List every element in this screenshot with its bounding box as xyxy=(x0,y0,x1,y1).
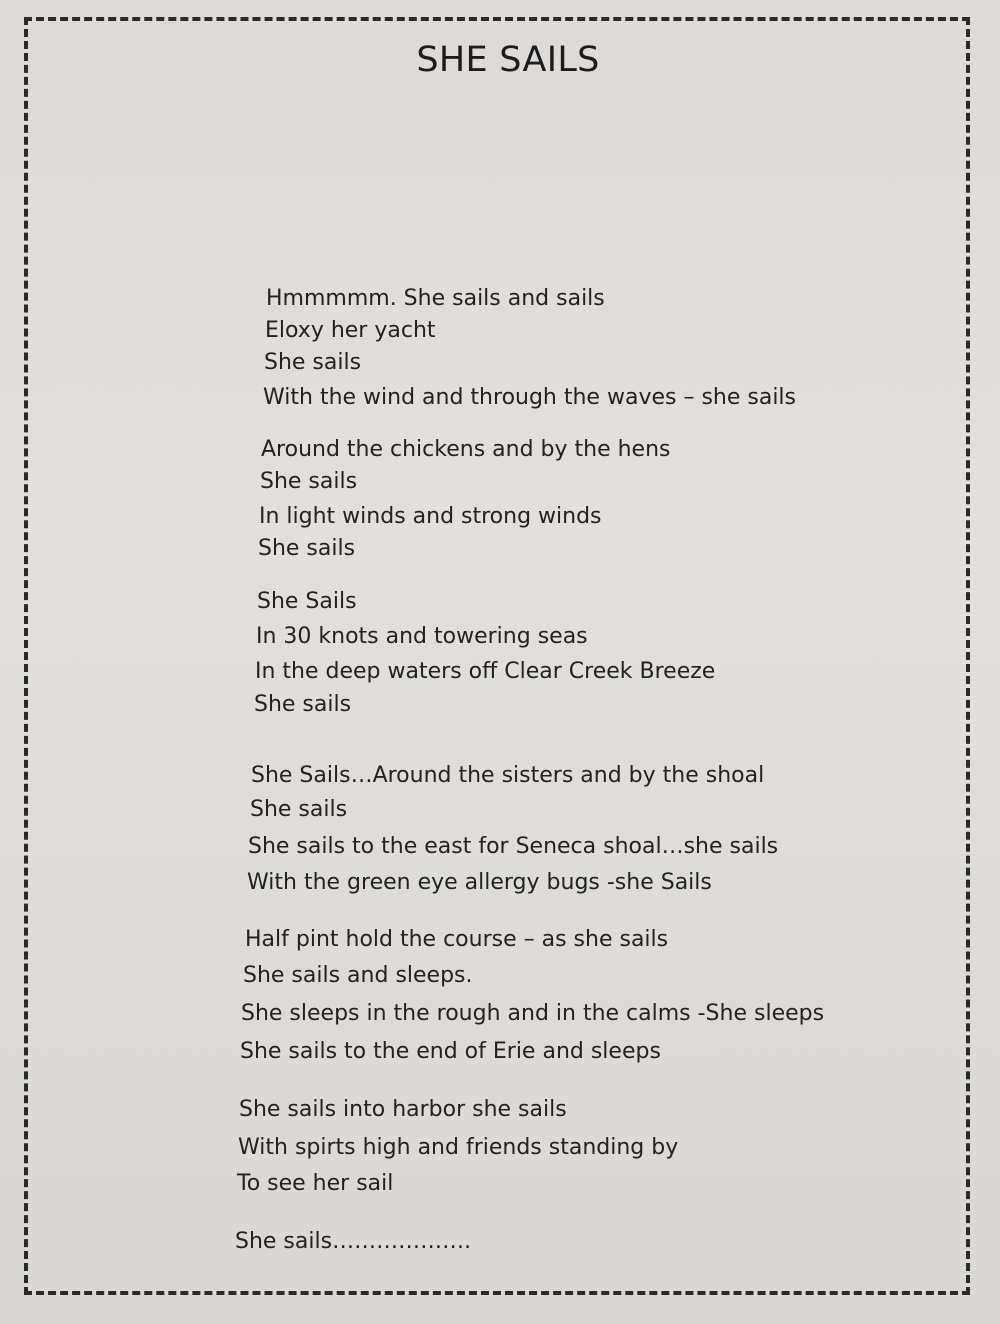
poem-line: In 30 knots and towering seas xyxy=(256,624,588,649)
poem-line: She sleeps in the rough and in the calms -She sleeps xyxy=(241,1001,825,1026)
poem-line: In light winds and strong winds xyxy=(259,504,602,529)
poem-line: With the wind and through the waves – she sails xyxy=(263,385,797,410)
poem-line: In the deep waters off Clear Creek Breeze xyxy=(255,659,716,684)
poem-line: Around the chickens and by the hens xyxy=(261,437,671,462)
poem-line: She sails and sleeps. xyxy=(243,963,473,988)
poem-line: She sails into harbor she sails xyxy=(239,1097,567,1122)
poem-line: She Sails…Around the sisters and by the shoal xyxy=(251,763,765,788)
poem-line: She sails to the east for Seneca shoal…she sails xyxy=(248,834,779,859)
poem-line: With the green eye allergy bugs -she Sails xyxy=(247,870,712,895)
poem-line: With spirts high and friends standing by xyxy=(238,1135,679,1160)
poem-line: She sails xyxy=(260,469,358,494)
poem-line: She sails………………. xyxy=(235,1229,472,1254)
poem-line: She sails xyxy=(250,797,348,822)
poem-line: She Sails xyxy=(257,589,357,614)
poem-line: Half pint hold the course – as she sails xyxy=(245,927,669,952)
poem-line: She sails xyxy=(264,350,362,375)
poem-line: Hmmmmm. She sails and sails xyxy=(266,286,605,311)
poem-line: She sails xyxy=(258,536,356,561)
poem-line: Eloxy her yacht xyxy=(265,318,436,343)
poem-line: She sails to the end of Erie and sleeps xyxy=(240,1039,661,1064)
poem-title: SHE SAILS xyxy=(416,40,600,80)
poem-line: She sails xyxy=(254,692,352,717)
poem-line: To see her sail xyxy=(237,1171,394,1196)
